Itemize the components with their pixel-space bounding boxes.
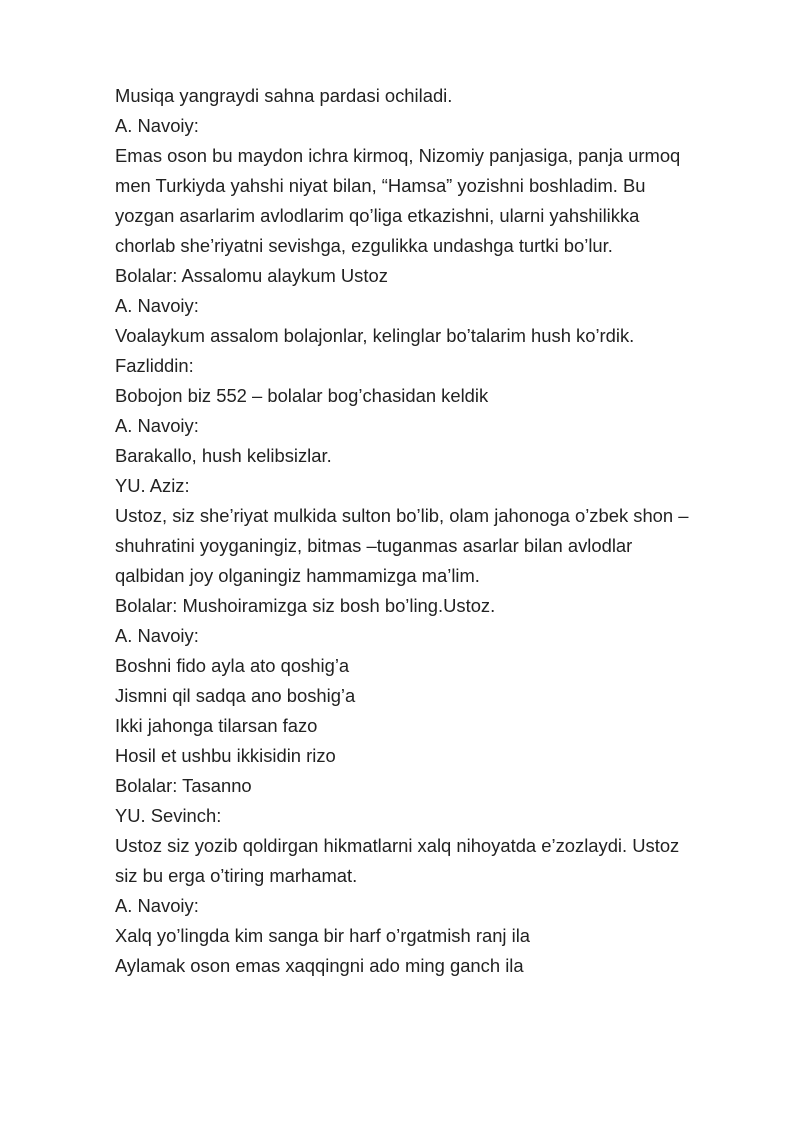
speaker-label: A. Navoiy:	[115, 895, 199, 916]
text-line: Voalaykum assalom bolajonlar, kelinglar bo’talarim hush ko’rdik.	[115, 325, 635, 346]
document-text	[115, 81, 765, 981]
text-line: Bolalar: Mushoiramizga siz bosh bo’ling.Ustoz.	[115, 595, 496, 616]
text-line: Ustoz, siz she’riyat mulkida sulton bo’lib, olam jahonoga o’zbek shon –	[115, 505, 689, 526]
verse-line: Xalq yo’lingda kim sanga bir harf o’rgatmish ranj ila	[115, 925, 531, 946]
speaker-label: A. Navoiy:	[115, 295, 199, 316]
text-line: Bolalar: Assalomu alaykum Ustoz	[115, 265, 388, 286]
text-line: siz bu erga o’tiring marhamat.	[115, 865, 358, 886]
text-line: Bolalar: Tasanno	[115, 775, 252, 796]
verse-line: Aylamak oson emas xaqqingni ado ming ganch ila	[115, 955, 524, 976]
speaker-label: Fazliddin:	[115, 355, 194, 376]
text-line: Musiqa yangraydi sahna pardasi ochiladi.	[115, 85, 453, 106]
text-line: shuhratini yoyganingiz, bitmas –tuganmas asarlar bilan avlodlar	[115, 535, 633, 556]
text-line: chorlab she’riyatni sevishga, ezgulikka undashga turtki bo’lur.	[115, 235, 613, 256]
text-line: Ustoz siz yozib qoldirgan hikmatlarni xalq nihoyatda e’zozlaydi. Ustoz	[115, 835, 680, 856]
speaker-label: A. Navoiy:	[115, 115, 199, 136]
verse-line: Jismni qil sadqa ano boshig’a	[115, 685, 356, 706]
text-line: men Turkiyda yahshi niyat bilan, “Hamsa” yozishni boshladim. Bu	[115, 175, 646, 196]
speaker-label: YU. Sevinch:	[115, 805, 222, 826]
text-line: Emas oson bu maydon ichra kirmoq, Nizomiy panjasiga, panja urmoq	[115, 145, 681, 166]
text-line: Barakallo, hush kelibsizlar.	[115, 445, 332, 466]
verse-line: Ikki jahonga tilarsan fazo	[115, 715, 318, 736]
verse-line: Boshni fido ayla ato qoshig’a	[115, 655, 350, 676]
text-line: yozgan asarlarim avlodlarim qo’liga etkazishni, ularni yahshilikka	[115, 205, 640, 226]
verse-line: Hosil et ushbu ikkisidin rizo	[115, 745, 336, 766]
text-line: Bobojon biz 552 – bolalar bog’chasidan keldik	[115, 385, 489, 406]
text-line: qalbidan joy olganingiz hammamizga ma’lim.	[115, 565, 480, 586]
speaker-label: A. Navoiy:	[115, 415, 199, 436]
speaker-label: YU. Aziz:	[115, 475, 190, 496]
speaker-label: A. Navoiy:	[115, 625, 199, 646]
